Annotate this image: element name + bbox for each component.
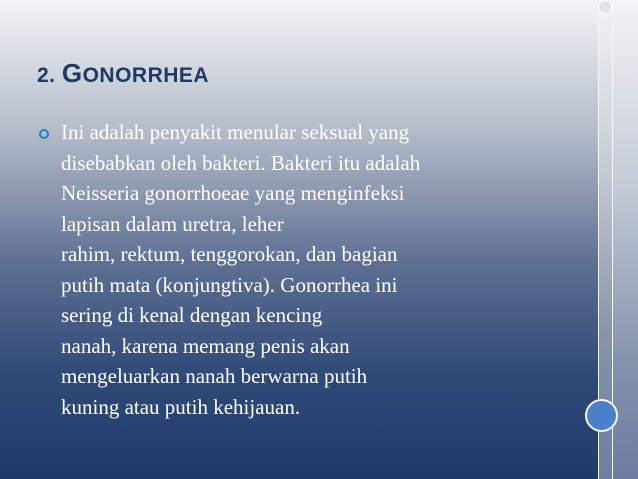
text-line: disebabkan oleh bakteri. Bakteri itu adalah [61, 150, 421, 175]
text-line: mengeluarkan nanah berwarna putih [61, 364, 368, 388]
text-line: Neisseria gonorrhoeae yang menginfeksi [61, 181, 405, 205]
title-number: 2. [37, 64, 62, 87]
text-line: Ini adalah penyakit menular seksual yang [61, 120, 410, 144]
right-edge-panel [613, 0, 638, 479]
title-initial: G [61, 58, 83, 88]
title-rest: ONORRHEA [82, 64, 210, 87]
text-line: lapisan dalam uretra, leher [61, 211, 284, 236]
text-line: sering di kenal dengan kencing [61, 303, 323, 327]
slide-title [37, 58, 209, 89]
top-circle-decoration [598, 0, 612, 14]
text-line: putih mata (konjungtiva). Gonorrhea ini [61, 272, 398, 297]
text-line: nanah, karena memang penis akan [61, 333, 350, 358]
text-line: rahim, rektum, tenggorokan, dan bagian [61, 242, 398, 266]
text-line: kuning atau putih kehijauan. [61, 394, 301, 419]
top-divider [0, 0, 598, 31]
ring-bullet-icon [39, 129, 49, 139]
bullet-paragraph [61, 117, 591, 422]
